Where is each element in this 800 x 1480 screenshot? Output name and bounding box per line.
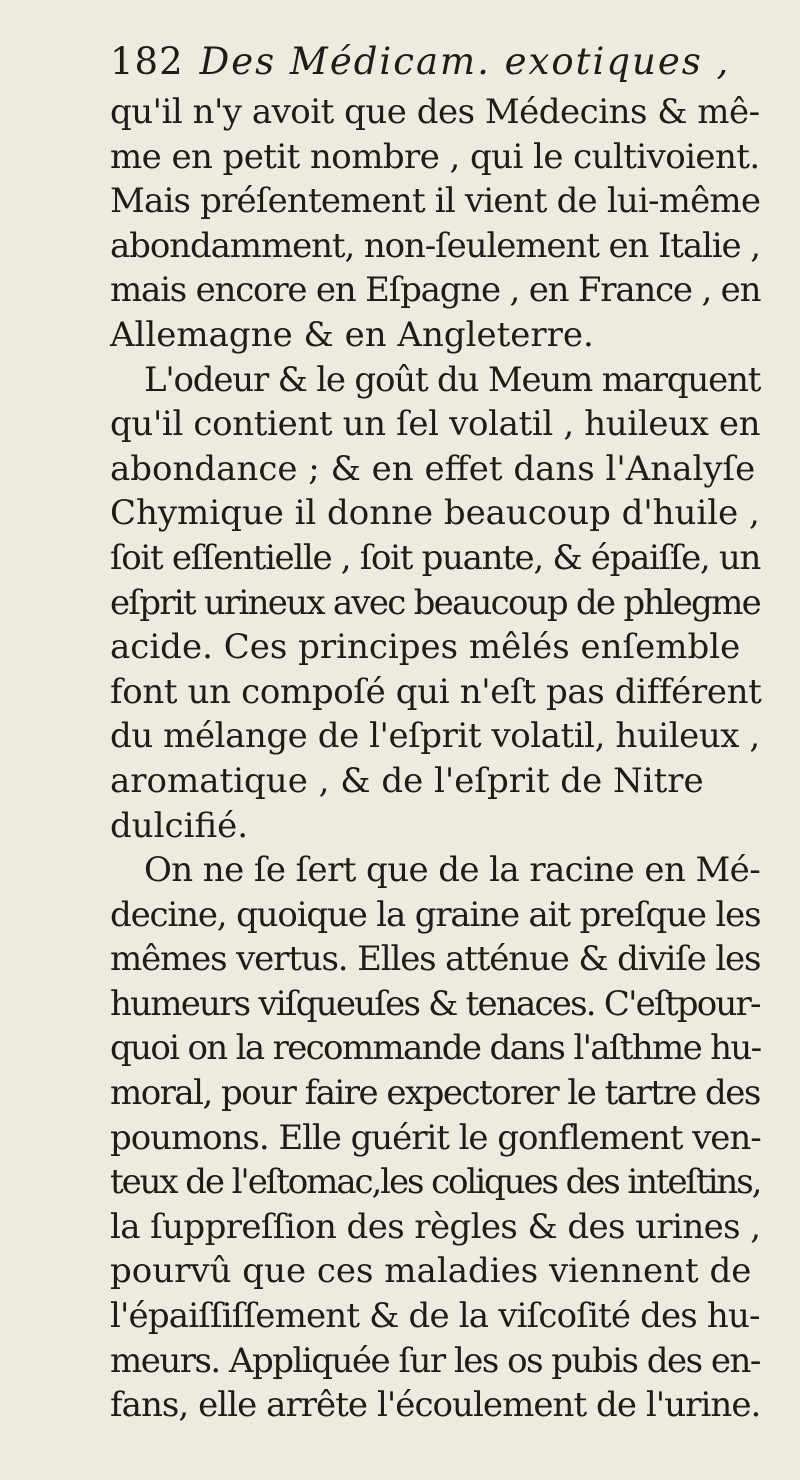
text-line: abondance ; & en effet dans l'Analyſe bbox=[110, 448, 756, 489]
text-line: poumons. Elle guérit le gonflement ven- bbox=[110, 1117, 761, 1158]
text-line: eſprit urineux avec beaucoup de phlegme bbox=[110, 582, 760, 623]
text-line: me en petit nombre , qui le cultivoient. bbox=[110, 136, 760, 177]
text-line: Mais préſentement il vient de lui-même bbox=[110, 181, 761, 222]
text-line: L'odeur & le goût du Meum marquent bbox=[144, 359, 761, 400]
page-header bbox=[110, 38, 750, 86]
text-line: Chymique il donne beaucoup d'huile , bbox=[110, 493, 760, 534]
text-line: decine, quoique la graine ait preſque les bbox=[110, 894, 761, 935]
text-line: mêmes vertus. Elles atténue & diviſe les bbox=[110, 939, 761, 980]
text-line: aromatique , & de l'eſprit de Nitre bbox=[110, 760, 704, 801]
text-line: ſoit eſſentielle , ſoit puante, & épaiſſe, un bbox=[110, 537, 761, 578]
text-line: mais encore en Eſpagne , en France , en bbox=[110, 270, 761, 311]
text-line: fans, elle arrête l'écoulement de l'urine. bbox=[110, 1385, 761, 1426]
text-line: humeurs viſqueuſes & tenaces. C'eſtpour- bbox=[110, 983, 760, 1024]
text-line: font un compoſé qui n'eſt pas différent bbox=[110, 671, 762, 712]
text-line: qu'il contient un ſel volatil , huileux en bbox=[110, 404, 761, 445]
text-line: abondamment, non-ſeulement en Italie , bbox=[110, 225, 760, 266]
text-line: quoi on la recommande dans l'aſthme hu- bbox=[110, 1028, 761, 1069]
text-line: moral, pour faire expectorer le tartre des bbox=[110, 1073, 760, 1114]
text-line: pourvû que ces maladies viennent de bbox=[110, 1251, 752, 1292]
text-line: du mélange de l'eſprit volatil, huileux , bbox=[110, 716, 760, 757]
page-number: 182 bbox=[110, 40, 184, 83]
text-line: qu'il n'y avoit que des Médecins & mê- bbox=[110, 92, 760, 132]
text-line: Allemagne & en Angleterre. bbox=[110, 314, 594, 355]
running-title: Des Médicam. exotiques , bbox=[199, 40, 731, 83]
text-line: acide. Ces principes mêlés enſemble bbox=[110, 627, 741, 668]
text-line: la ſuppreſſion des règles & des urines , bbox=[110, 1206, 761, 1247]
text-line: On ne ſe ſert que de la racine en Mé- bbox=[144, 850, 761, 891]
text-line: meurs. Appliquée ſur les os pubis des en- bbox=[110, 1340, 760, 1381]
text-line: teux de l'eſtomac,les coliques des inteſtins, bbox=[110, 1162, 761, 1203]
text-line: l'épaiſſiſſement & de la viſcoſité des hu- bbox=[110, 1296, 760, 1337]
body-text bbox=[110, 90, 760, 1428]
text-line: dulcifié. bbox=[110, 805, 249, 846]
